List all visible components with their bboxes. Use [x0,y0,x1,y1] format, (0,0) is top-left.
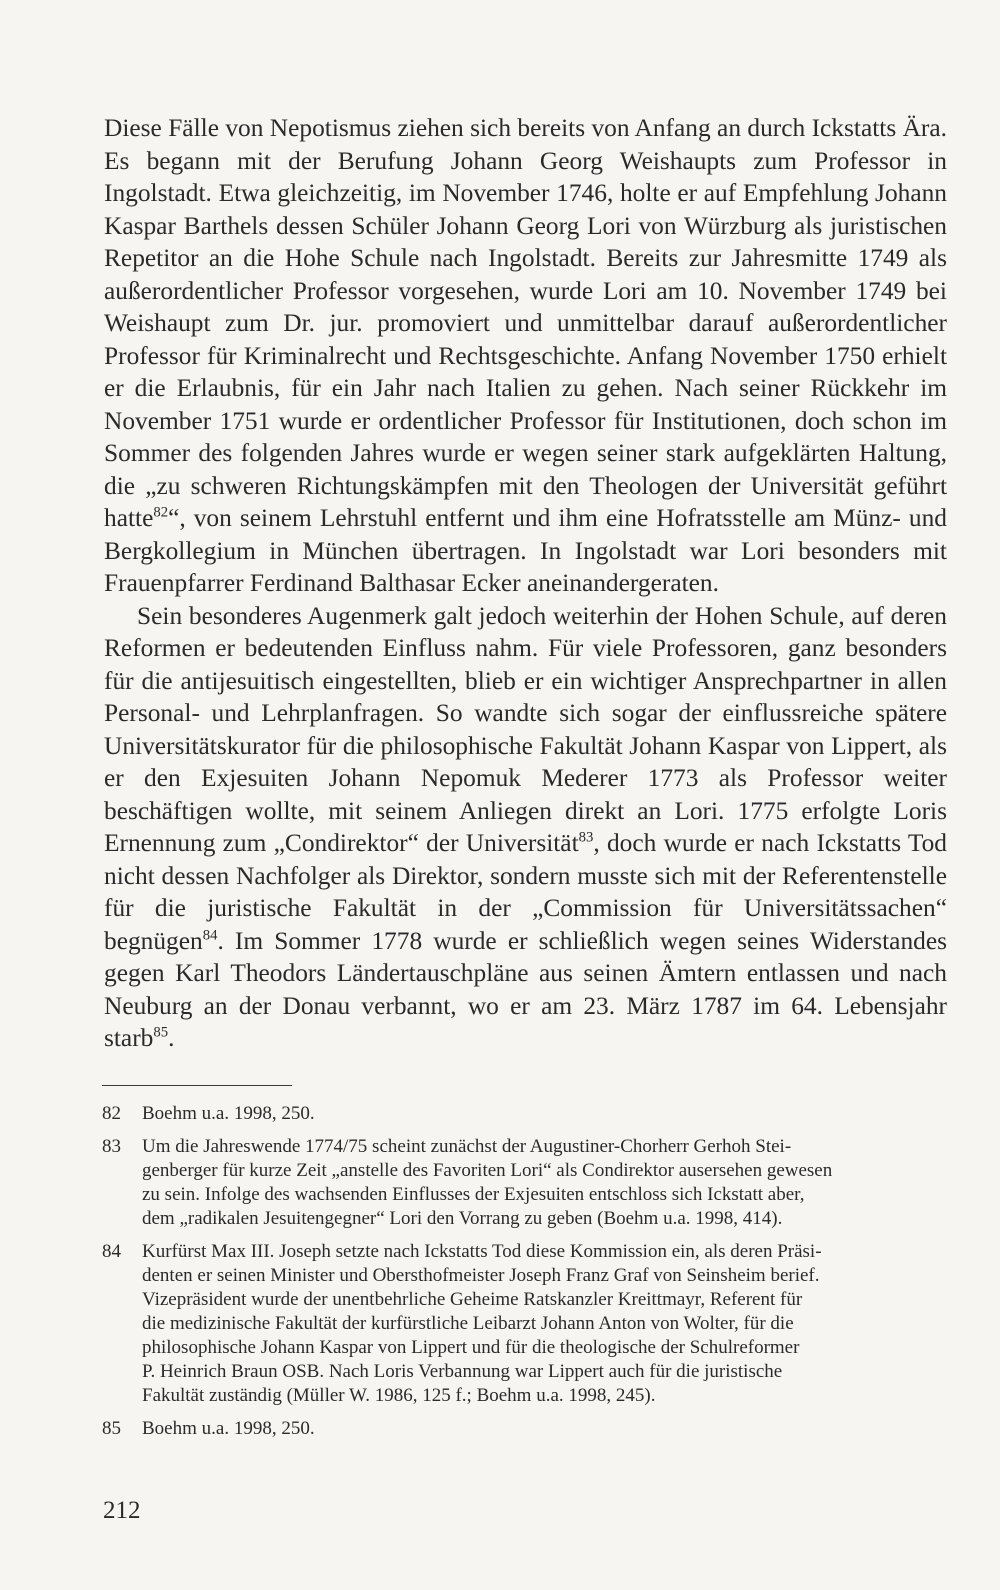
footnote-number: 85 [102,1418,121,1439]
footnote-line: Boehm u.a. 1998, 250. [142,1418,315,1439]
footnote-text [142,1240,948,1408]
footnote-line: Um die Jahreswende 1774/75 scheint zunächst der Augustiner-Chorherr Gerhoh Stei- [142,1136,792,1157]
footnote-line: die medizinische Fakultät der kurfürstliche Leibarzt Johann Anton von Wolter, für die [142,1313,794,1334]
paragraph-1 [104,112,947,600]
footnote-number: 82 [102,1103,121,1124]
footnote-line: denten er seinen Minister und Obersthofmeister Joseph Franz Graf von Seinsheim berief. [142,1265,820,1286]
footnote-line: Vizepräsident wurde der unentbehrliche Geheime Ratskanzler Kreittmayr, Referent für [142,1289,803,1310]
paragraph-2-text-d: . [168,1024,175,1052]
footnote-85 [102,1417,948,1441]
footnote-82 [102,1102,948,1126]
paragraph-2 [104,600,947,1055]
footnote-number: 83 [102,1136,121,1157]
footnote-line: genberger für kurze Zeit „anstelle des Favoriten Lori“ als Condirektor ausersehen gewesen [142,1160,833,1181]
footnote-line: Kurfürst Max III. Joseph setzte nach Ickstatts Tod diese Kommission ein, als deren Präsi- [142,1241,822,1262]
footnote-84 [102,1240,948,1408]
paragraph-2-text-c: . Im Sommer 1778 wurde er schließlich wegen seines Widerstandes gegen Karl Theodors Ländertauschpläne aus seinen Ämtern entlassen und nach Neuburg an der Donau verbannt, wo er am 23. März 1787 im 64. Lebensjahr starb [104,926,947,1052]
footnote-line: Fakultät zuständig (Müller W. 1986, 125 f.; Boehm u.a. 1998, 245). [142,1385,656,1406]
footnote-ref-82: 82 [153,504,169,521]
footnote-separator [102,1085,292,1086]
footnote-line: P. Heinrich Braun OSB. Nach Loris Verbannung war Lippert auch für die juristische [142,1361,783,1382]
paragraph-1-text-b: “, von seinem Lehrstuhl entfernt und ihm eine Hofratsstelle am Münz- und Bergkollegium in München übertragen. In Ingolstadt war Lori besonders mit Frauenpfarrer Ferdinand Balthasar Ecker aneinandergeraten. [104,504,947,597]
paragraph-2-text-a: Sein besonderes Augenmerk galt jedoch weiterhin der Hohen Schule, auf deren Reformen er bedeutenden Einfluss nahm. Für viele Professoren, ganz besonders für die antijesuitisch eingestellten, blieb er ein wichtiger Ansprechpartner in allen Personal- und Lehrplanfragen. So wandte sich sogar der einflussreiche spätere Universitätskurator für die philosophische Fakultät Johann Kaspar von Lippert, als er den Exjesuiten Johann Nepomuk Mederer 1773 als Professor weiter beschäftigen wollte, mit seinem Anliegen direkt an Lori. 1775 erfolgte Loris Ernennung zum „Condirektor“ der Universität [104,601,947,857]
footnote-line: zu sein. Infolge des wachsenden Einflusses der Exjesuiten entschloss sich Ickstatt aber, [142,1184,805,1205]
main-text [104,112,947,1055]
page-number: 212 [103,1497,141,1524]
footnote-line: dem „radikalen Jesuitengegner“ Lori den Vorrang zu geben (Boehm u.a. 1998, 414). [142,1208,783,1229]
paragraph-2-text-b: , doch wurde er nach Ickstatts Tod nicht dessen Nachfolger als Direktor, sondern musste sich mit der Referentenstelle für die juristische Fakultät in der „Commission für Universitätssachen“ begnügen [104,829,947,955]
footnote-ref-83: 83 [578,829,594,846]
footnote-line: Boehm u.a. 1998, 250. [142,1103,315,1124]
footnotes [102,1102,948,1450]
footnote-number: 84 [102,1241,121,1262]
footnote-ref-84: 84 [202,927,218,944]
footnote-text [142,1102,948,1126]
footnote-line: philosophische Johann Kaspar von Lippert und für die theologische der Schulreformer [142,1337,800,1358]
paragraph-1-text-a: Diese Fälle von Nepotismus ziehen sich bereits von Anfang an durch Ickstatts Ära. Es begann mit der Berufung Johann Georg Weishaupts zum Professor in Ingolstadt. Etwa gleichzeitig, im November 1746, holte er auf Empfehlung Johann Kaspar Barthels dessen Schüler Johann Georg Lori von Würzburg als juristischen Repetitor an die Hohe Schule nach Ingolstadt. Bereits zur Jahresmitte 1749 als außerordentlicher Professor vorgesehen, wurde Lori am 10. November 1749 bei Weishaupt zum Dr. jur. promoviert und unmittelbar darauf außerordentlicher Professor für Kriminalrecht und Rechtsgeschichte. Anfang November 1750 erhielt er die Erlaubnis, für ein Jahr nach Italien zu gehen. Nach seiner Rückkehr im November 1751 wurde er ordentlicher Professor für Institutionen, doch schon im Sommer des folgenden Jahres wurde er wegen seiner stark aufgeklärten Haltung, die „zu schweren Richtungskämpfen mit den Theologen der Universität geführt hatte [104,114,947,532]
footnote-text [142,1417,948,1441]
footnote-ref-85: 85 [153,1024,169,1041]
footnote-83 [102,1135,948,1231]
footnote-text [142,1135,948,1231]
